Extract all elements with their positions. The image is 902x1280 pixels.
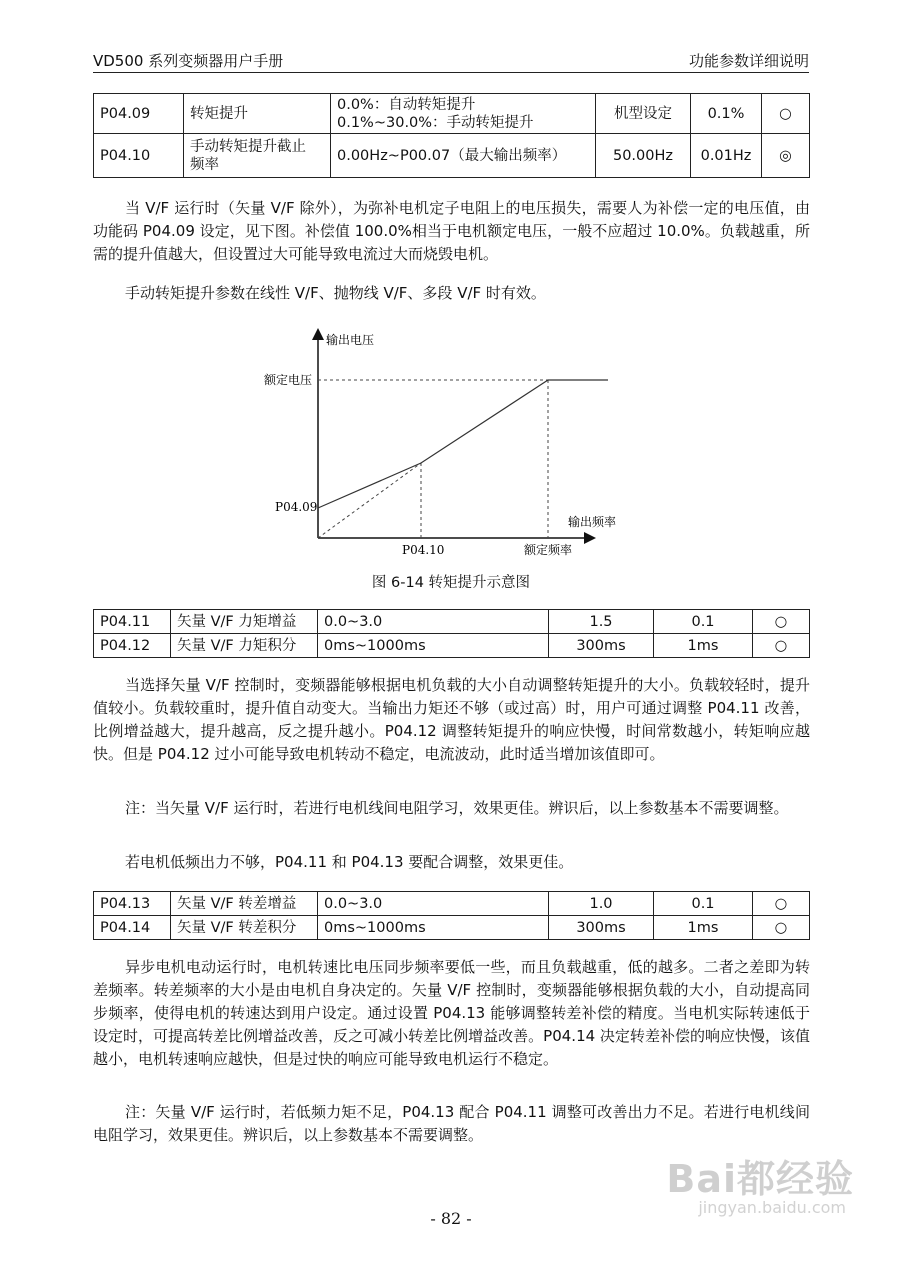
rated-voltage-label: 额定电压 [264,373,313,387]
param-code: P04.10 [94,134,184,178]
param-attr: ○ [753,916,810,940]
param-step: 0.1 [654,610,753,634]
boost-curve [318,380,608,508]
table-row [94,94,810,134]
header-section: 功能参数详细说明 [688,52,809,70]
paragraph: 异步电机电动运行时，电机转速比电压同步频率要低一些，而且负载越重，低的越多。二者之差即为转差频率。转差频率的大小是由电机自身决定的。矢量 V/F 控制时，变频器能够根据负载的大小，自动提高同步频率，使得电机的转速达到用户设定。通过设置 P04.13 能够调整转差补偿的精度。当电机实际转速低于设定时，可提高转差比例增益改善，反之可减小转差比例增益改善。P04.14 决定转差补偿的响应快慢，该值越小，电机转速响应越快，但是过快的响应可能导致电机运行不稳定。 [93,958,810,1068]
param-name: 转矩提升 [184,94,331,134]
param-range: 0.00Hz~P00.07（最大输出频率） [331,134,596,178]
param-step: 1ms [654,916,753,940]
param-attr: ○ [762,94,810,134]
param-attr: ○ [753,634,810,658]
header-title: VD500 系列变频器用户手册 [93,52,284,70]
param-name: 手动转矩提升截止 频率 [184,134,331,178]
param-range: 0ms~1000ms [318,916,549,940]
paragraph: 手动转矩提升参数在线性 V/F、抛物线 V/F、多段 V/F 时有效。 [125,284,546,302]
page-number: - 82 - [430,1209,472,1228]
watermark-logo: Bai都经验 [666,1157,854,1201]
param-step: 0.01Hz [691,134,762,178]
param-default: 机型设定 [596,94,691,134]
watermark-url: jingyan.baidu.com [698,1198,846,1217]
rated-freq-label: 额定频率 [524,543,573,557]
param-code: P04.11 [94,610,171,634]
table-row [94,892,810,916]
param-range: 0.0~3.0 [318,892,549,916]
param-table-3 [93,891,810,940]
param-default: 300ms [549,916,654,940]
y-axis-label: 输出电压 [326,333,375,347]
param-code: P04.14 [94,916,171,940]
param-attr: ◎ [762,134,810,178]
param-default: 1.0 [549,892,654,916]
boost-label: P04.09 [275,500,318,514]
cutoff-label: P04.10 [402,543,445,557]
param-table-2 [93,609,810,658]
paragraph: 注：当矢量 V/F 运行时，若进行电机线间电阻学习，效果更佳。辨识后，以上参数基本不需要调整。 [125,799,789,817]
param-code: P04.13 [94,892,171,916]
param-attr: ○ [753,610,810,634]
table-row [94,634,810,658]
param-step: 0.1 [654,892,753,916]
param-default: 300ms [549,634,654,658]
torque-boost-figure [0,320,902,570]
param-step: 1ms [654,634,753,658]
param-code: P04.09 [94,94,184,134]
table-row [94,916,810,940]
param-default: 1.5 [549,610,654,634]
paragraph: 注：矢量 V/F 运行时，若低频力矩不足，P04.13 配合 P04.11 调整可改善出力不足。若进行电机线间电阻学习，效果更佳。辨识后，以上参数基本不需要调整。 [93,1103,810,1144]
x-axis-label: 输出频率 [568,515,617,529]
param-name: 矢量 V/F 转差增益 [171,892,318,916]
figure-caption: 图 6-14 转矩提升示意图 [371,575,531,591]
page-header [93,48,809,73]
linear-vf-dashed [318,463,421,538]
param-name: 矢量 V/F 力矩增益 [171,610,318,634]
param-range: 0.0%：自动转矩提升 0.1%~30.0%：手动转矩提升 [331,94,596,134]
table-row [94,134,810,178]
paragraph: 若电机低频出力不够，P04.11 和 P04.13 要配合调整，效果更佳。 [125,853,574,871]
param-table-1 [93,93,810,178]
param-default: 50.00Hz [596,134,691,178]
param-range: 0.0~3.0 [318,610,549,634]
table-row [94,610,810,634]
paragraph: 当 V/F 运行时（矢量 V/F 除外），为弥补电机定子电阻上的电压损失，需要人为补偿一定的电压值，由功能码 P04.09 设定，见下图。补偿值 100.0%相当于电机额定电压，一般不应超过 10.0%。负载越重，所需的提升值越大，但设置过大可能导致电流过大而烧毁电机。 [93,199,810,263]
param-range: 0ms~1000ms [318,634,549,658]
param-code: P04.12 [94,634,171,658]
param-name: 矢量 V/F 转差积分 [171,916,318,940]
param-name: 矢量 V/F 力矩积分 [171,634,318,658]
param-attr: ○ [753,892,810,916]
param-step: 0.1% [691,94,762,134]
paragraph: 当选择矢量 V/F 控制时，变频器能够根据电机负载的大小自动调整转矩提升的大小。负载较轻时，提升值较小。负载较重时，提升值自动变大。当输出力矩还不够（或过高）时，用户可通过调整 P04.11 改善，比例增益越大，提升越高，反之提升越小。P04.12 调整转矩提升的响应快慢，时间常数越小，转矩响应越快。但是 P04.12 过小可能导致电机转动不稳定，电流波动，此时适当增加该值即可。 [93,676,810,763]
